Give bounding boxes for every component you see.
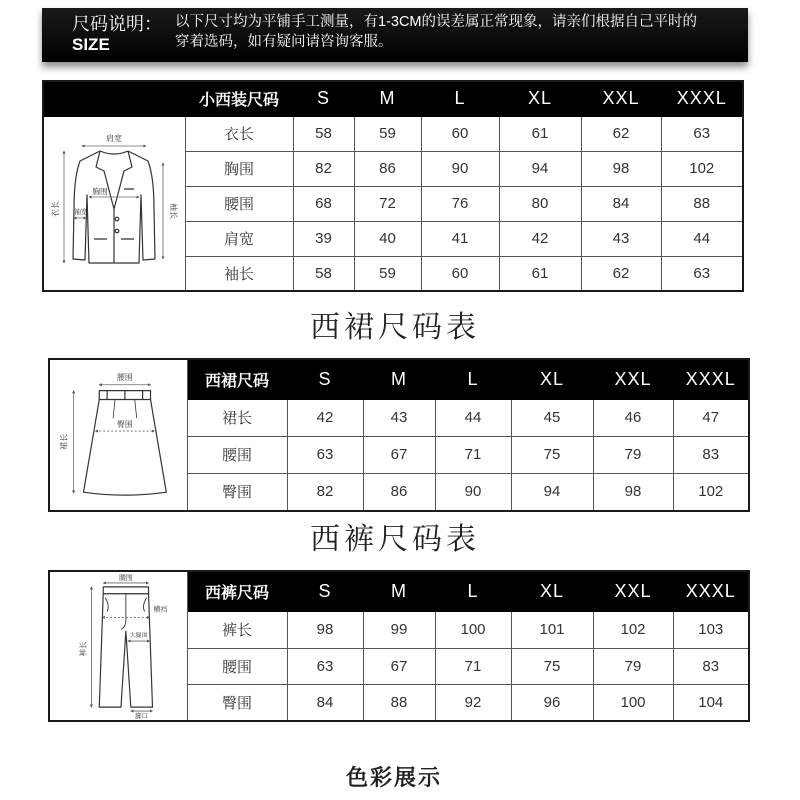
size-value: 43 <box>363 399 435 436</box>
size-header-s: S <box>287 571 363 611</box>
measurement-label: 胸围 <box>185 151 293 186</box>
size-value: 79 <box>593 648 673 684</box>
size-value: 63 <box>287 648 363 684</box>
size-header-l: L <box>435 359 511 399</box>
size-value: 45 <box>511 399 593 436</box>
size-value: 44 <box>661 221 743 256</box>
size-value: 46 <box>593 399 673 436</box>
pants-figure-cell <box>49 571 187 721</box>
blazer-outline <box>73 151 155 263</box>
size-value: 58 <box>293 256 354 291</box>
skirt-section-title: 西裙尺码表 <box>310 311 480 344</box>
size-value: 47 <box>673 399 749 436</box>
size-value: 84 <box>287 684 363 721</box>
size-value: 86 <box>354 151 421 186</box>
size-header-xxl: XXL <box>593 359 673 399</box>
skirt-size-table <box>48 358 750 512</box>
skirt-outline <box>84 391 167 495</box>
measurement-label: 臀围 <box>187 473 287 511</box>
size-value: 80 <box>499 186 581 221</box>
blazer-figure-cell <box>43 116 185 291</box>
size-value: 63 <box>661 256 743 291</box>
crotch-label: 横裆 <box>153 605 168 614</box>
size-value: 94 <box>499 151 581 186</box>
notice-subtitle: SIZE <box>72 35 110 54</box>
size-value: 75 <box>511 436 593 473</box>
size-value: 76 <box>421 186 499 221</box>
size-value: 61 <box>499 116 581 151</box>
size-value: 92 <box>435 684 511 721</box>
size-header-xxxl: XXXL <box>661 81 743 116</box>
size-header-xl: XL <box>511 571 593 611</box>
size-notice-banner <box>42 8 748 62</box>
size-value: 88 <box>363 684 435 721</box>
size-value: 41 <box>421 221 499 256</box>
skirt-sketch-icon <box>50 361 186 509</box>
measurement-label: 腰围 <box>185 186 293 221</box>
pants-size-table <box>48 570 750 722</box>
measurement-label: 腰围 <box>187 648 287 684</box>
size-value: 98 <box>287 611 363 648</box>
size-value: 62 <box>581 256 661 291</box>
size-value: 39 <box>293 221 354 256</box>
size-value: 63 <box>661 116 743 151</box>
size-header-label: 小西装尺码 <box>185 81 293 116</box>
hem-label: 脚口 <box>135 711 149 720</box>
chest-label: 胸围 <box>92 187 108 197</box>
measurement-label: 袖长 <box>185 256 293 291</box>
size-value: 102 <box>661 151 743 186</box>
size-value: 82 <box>293 151 354 186</box>
waist-label: 腰围 <box>117 372 134 382</box>
size-header-xxl: XXL <box>593 571 673 611</box>
blazer-size-table <box>42 80 744 292</box>
sleeve-width-label: 袖宽 <box>74 208 89 217</box>
table-header-row <box>49 571 749 611</box>
size-value: 103 <box>673 611 749 648</box>
size-value: 94 <box>511 473 593 511</box>
size-value: 84 <box>581 186 661 221</box>
size-value: 99 <box>363 611 435 648</box>
table-header-row <box>49 359 749 399</box>
size-value: 83 <box>673 648 749 684</box>
size-value: 79 <box>593 436 673 473</box>
size-value: 100 <box>435 611 511 648</box>
measurement-label: 腰围 <box>187 436 287 473</box>
size-value: 83 <box>673 436 749 473</box>
size-value: 60 <box>421 116 499 151</box>
pants-sketch-icon <box>50 572 186 720</box>
hip-label: 臀围 <box>117 420 134 430</box>
size-header-xl: XL <box>499 81 581 116</box>
size-value: 90 <box>435 473 511 511</box>
size-value: 102 <box>673 473 749 511</box>
size-value: 58 <box>293 116 354 151</box>
size-value: 68 <box>293 186 354 221</box>
size-value: 61 <box>499 256 581 291</box>
notice-line-2: 穿着选码，如有疑问请咨询客服。 <box>175 34 393 50</box>
size-value: 60 <box>421 256 499 291</box>
size-header-xxl: XXL <box>581 81 661 116</box>
measurement-label: 臀围 <box>187 684 287 721</box>
size-value: 88 <box>661 186 743 221</box>
size-value: 42 <box>499 221 581 256</box>
size-value: 102 <box>593 611 673 648</box>
table-row <box>43 116 743 151</box>
measurement-label: 裤长 <box>187 611 287 648</box>
length-label: 衣长 <box>51 201 61 218</box>
color-display-heading: 色彩展示 <box>345 765 442 790</box>
measurement-label: 衣长 <box>185 116 293 151</box>
size-value: 44 <box>435 399 511 436</box>
size-header-s: S <box>293 81 354 116</box>
waist-label: 腰围 <box>119 573 134 582</box>
size-header-label: 西裙尺码 <box>187 359 287 399</box>
size-value: 98 <box>593 473 673 511</box>
size-value: 72 <box>354 186 421 221</box>
size-value: 67 <box>363 436 435 473</box>
size-value: 82 <box>287 473 363 511</box>
size-header-m: M <box>363 359 435 399</box>
size-value: 101 <box>511 611 593 648</box>
notice-line-1: 以下尺寸均为平铺手工测量，有1-3CM的误差属正常现象，请亲们根据自己平时的 <box>175 14 698 30</box>
table-header-row <box>43 81 743 116</box>
header-blank-cell <box>43 81 185 116</box>
pants-outline <box>100 587 153 707</box>
pants-section-title: 西裤尺码表 <box>310 523 480 556</box>
measurement-label: 裙长 <box>187 399 287 436</box>
size-header-l: L <box>435 571 511 611</box>
size-value: 59 <box>354 116 421 151</box>
measurement-label: 肩宽 <box>185 221 293 256</box>
size-header-m: M <box>354 81 421 116</box>
length-label: 裤长 <box>78 641 88 657</box>
size-value: 86 <box>363 473 435 511</box>
size-value: 90 <box>421 151 499 186</box>
size-value: 100 <box>593 684 673 721</box>
shoulder-label: 肩宽 <box>106 134 123 144</box>
blazer-sketch-icon <box>44 117 184 289</box>
size-value: 40 <box>354 221 421 256</box>
size-value: 43 <box>581 221 661 256</box>
size-header-xxxl: XXXL <box>673 571 749 611</box>
size-header-xxxl: XXXL <box>673 359 749 399</box>
size-value: 42 <box>287 399 363 436</box>
size-value: 59 <box>354 256 421 291</box>
size-header-m: M <box>363 571 435 611</box>
size-value: 104 <box>673 684 749 721</box>
size-header-xl: XL <box>511 359 593 399</box>
size-header-s: S <box>287 359 363 399</box>
length-label: 裙长 <box>60 434 70 450</box>
notice-title: 尺码说明： <box>72 14 162 34</box>
sleeve-length-label: 袖长 <box>169 203 179 220</box>
size-value: 62 <box>581 116 661 151</box>
size-value: 75 <box>511 648 593 684</box>
size-header-label: 西裤尺码 <box>187 571 287 611</box>
size-value: 67 <box>363 648 435 684</box>
size-value: 96 <box>511 684 593 721</box>
size-value: 71 <box>435 436 511 473</box>
size-header-l: L <box>421 81 499 116</box>
thigh-label: 大腿围 <box>130 633 148 640</box>
skirt-figure-cell <box>49 359 187 511</box>
size-value: 63 <box>287 436 363 473</box>
size-value: 71 <box>435 648 511 684</box>
size-value: 98 <box>581 151 661 186</box>
